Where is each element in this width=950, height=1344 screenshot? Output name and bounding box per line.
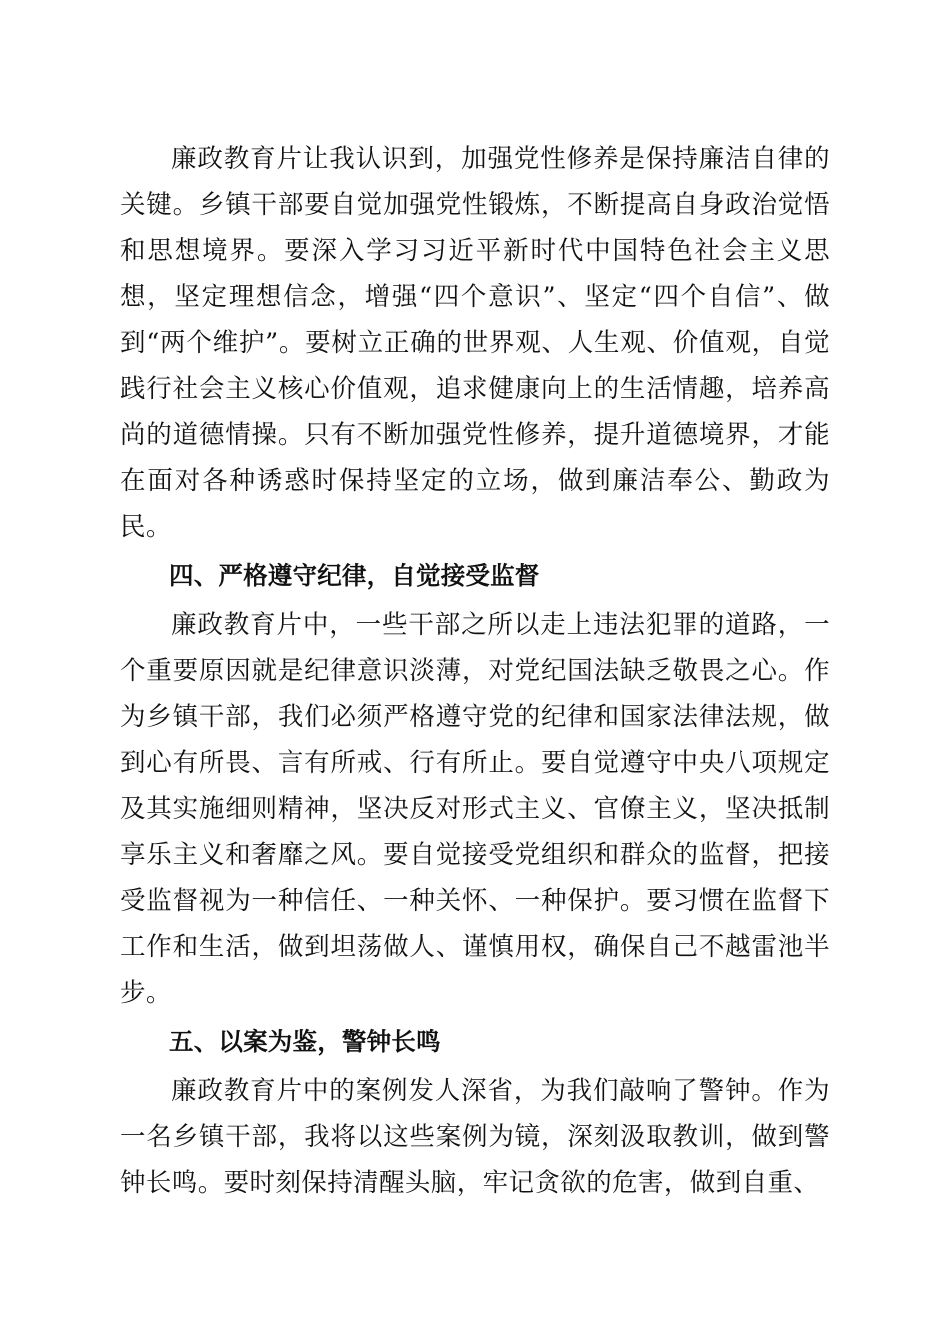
paragraph-lessons: 廉政教育片中的案例发人深省，为我们敲响了警钟。作为一名乡镇干部，我将以这些案例为镜，深刻汲取教训，做到警钟长鸣。要时刻保持清醒头脑，牢记贪欲的危害，做到自重、 (120, 1076, 830, 1198)
section-heading-lessons: 五、以案为鉴，警钟长鸣 (169, 1027, 441, 1056)
section-heading-discipline: 四、严格遵守纪律，自觉接受监督 (169, 561, 540, 590)
paragraph-discipline: 廉政教育片中，一些干部之所以走上违法犯罪的道路，一个重要原因就是纪律意识淡薄，对党纪国法缺乏敬畏之心。作为乡镇干部，我们必须严格遵守党的纪律和国家法律法规，做到心有所畏、言有所戒、行有所止。要自觉遵守中央八项规定及其实施细则精神，坚决反对形式主义、官僚主义，坚决抵制享乐主义和奢靡之风。要自觉接受党组织和群众的监督，把接受监督视为一种信任、一种关怀、一种保护。要习惯在监督下工作和生活，做到坦荡做人、谨慎用权，确保自己不越雷池半步。 (120, 610, 830, 1008)
document-body (120, 136, 830, 1206)
paragraph-party-cultivation: 廉政教育片让我认识到，加强党性修养是保持廉洁自律的关键。乡镇干部要自觉加强党性锻炼，不断提高自身政治觉悟和思想境界。要深入学习习近平新时代中国特色社会主义思想，坚定理想信念，增强“四个意识”、坚定“四个自信”、做到“两个维护”。要树立正确的世界观、人生观、价值观，自觉践行社会主义核心价值观，追求健康向上的生活情趣，培养高尚的道德情操。只有不断加强党性修养，提升道德境界，才能在面对各种诱惑时保持坚定的立场，做到廉洁奉公、勤政为民。 (120, 144, 830, 542)
